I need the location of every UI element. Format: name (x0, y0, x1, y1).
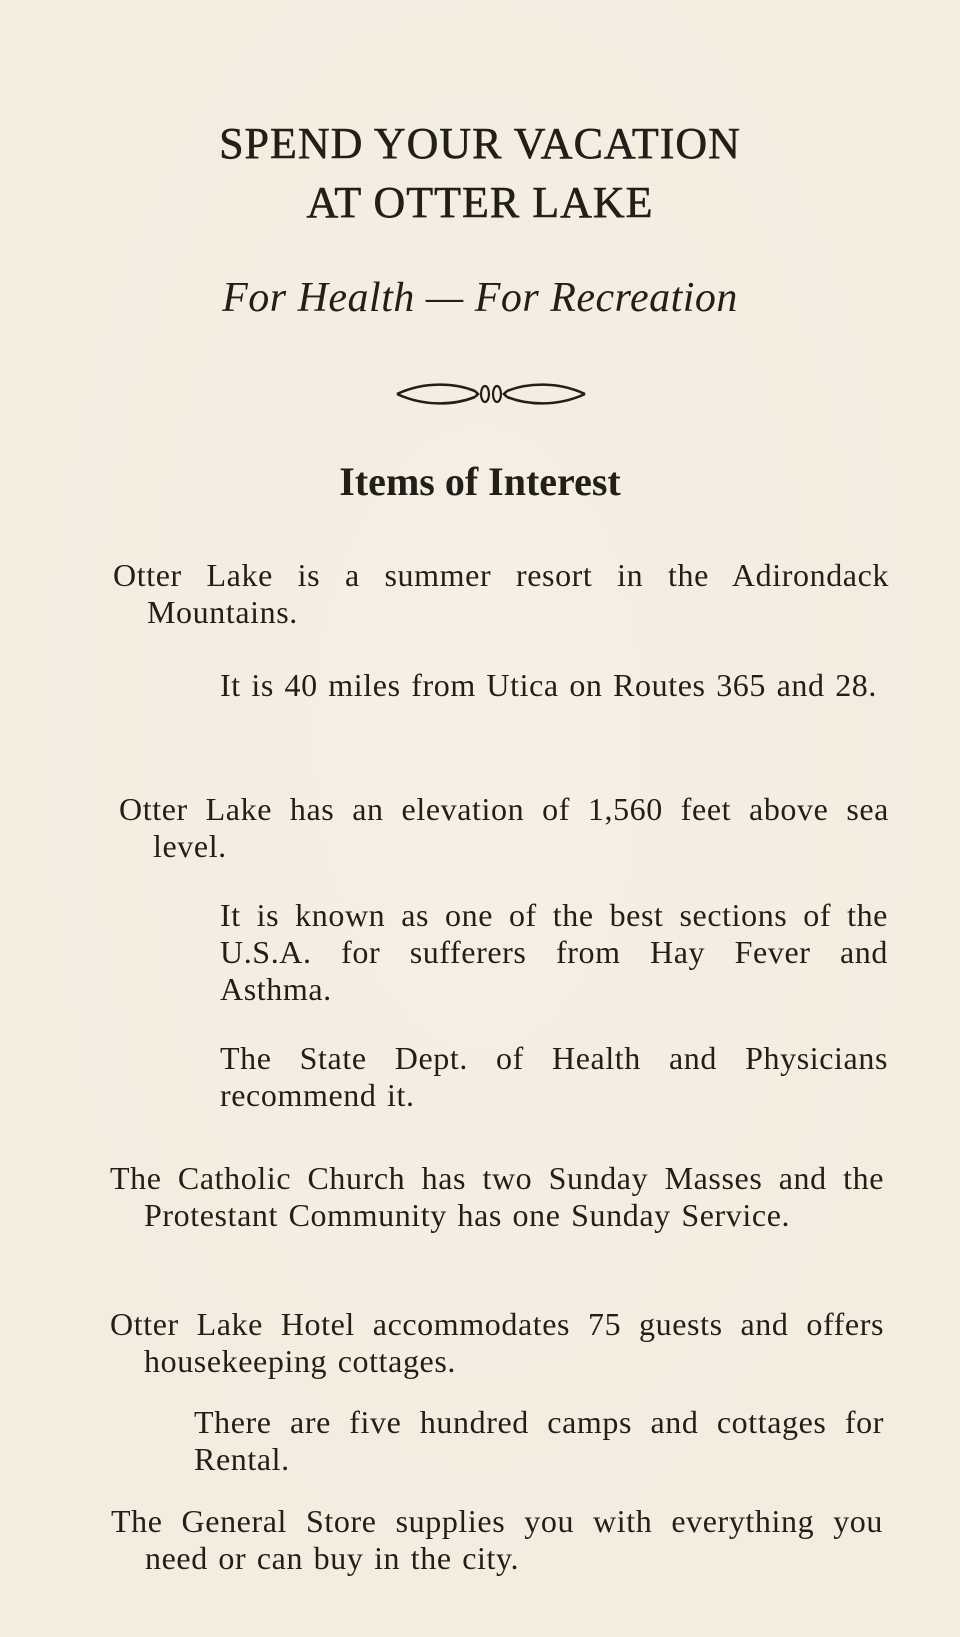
paragraph-elevation: Otter Lake has an elevation of 1,560 feet above sea level. (119, 791, 889, 864)
scroll-ornament-icon (395, 379, 587, 409)
paragraph-hotel: Otter Lake Hotel accommodates 75 guests and offers housekeeping cottages. (110, 1306, 884, 1379)
subtitle: For Health — For Recreation (222, 275, 738, 321)
paragraph-camps: There are five hundred camps and cottages for Rental. (194, 1404, 884, 1477)
paragraph-hay-fever: It is known as one of the best sections of the U.S.A. for sufferers from Hay Fever and Asthma. (220, 897, 888, 1007)
paragraph-general-store: The General Store supplies you with everything you need or can buy in the city. (111, 1503, 883, 1576)
title-line-1: SPEND YOUR VACATION (219, 119, 741, 168)
section-heading: Items of Interest (339, 459, 621, 504)
paragraph-resort: Otter Lake is a summer resort in the Adirondack Mountains. (113, 557, 889, 630)
paragraph-church: The Catholic Church has two Sunday Masses and the Protestant Community has one Sunday Service. (110, 1160, 884, 1233)
paragraph-distance: It is 40 miles from Utica on Routes 365 and 28. (220, 667, 878, 703)
title-line-2: AT OTTER LAKE (306, 178, 654, 227)
paragraph-health-dept: The State Dept. of Health and Physicians recommend it. (220, 1040, 888, 1113)
